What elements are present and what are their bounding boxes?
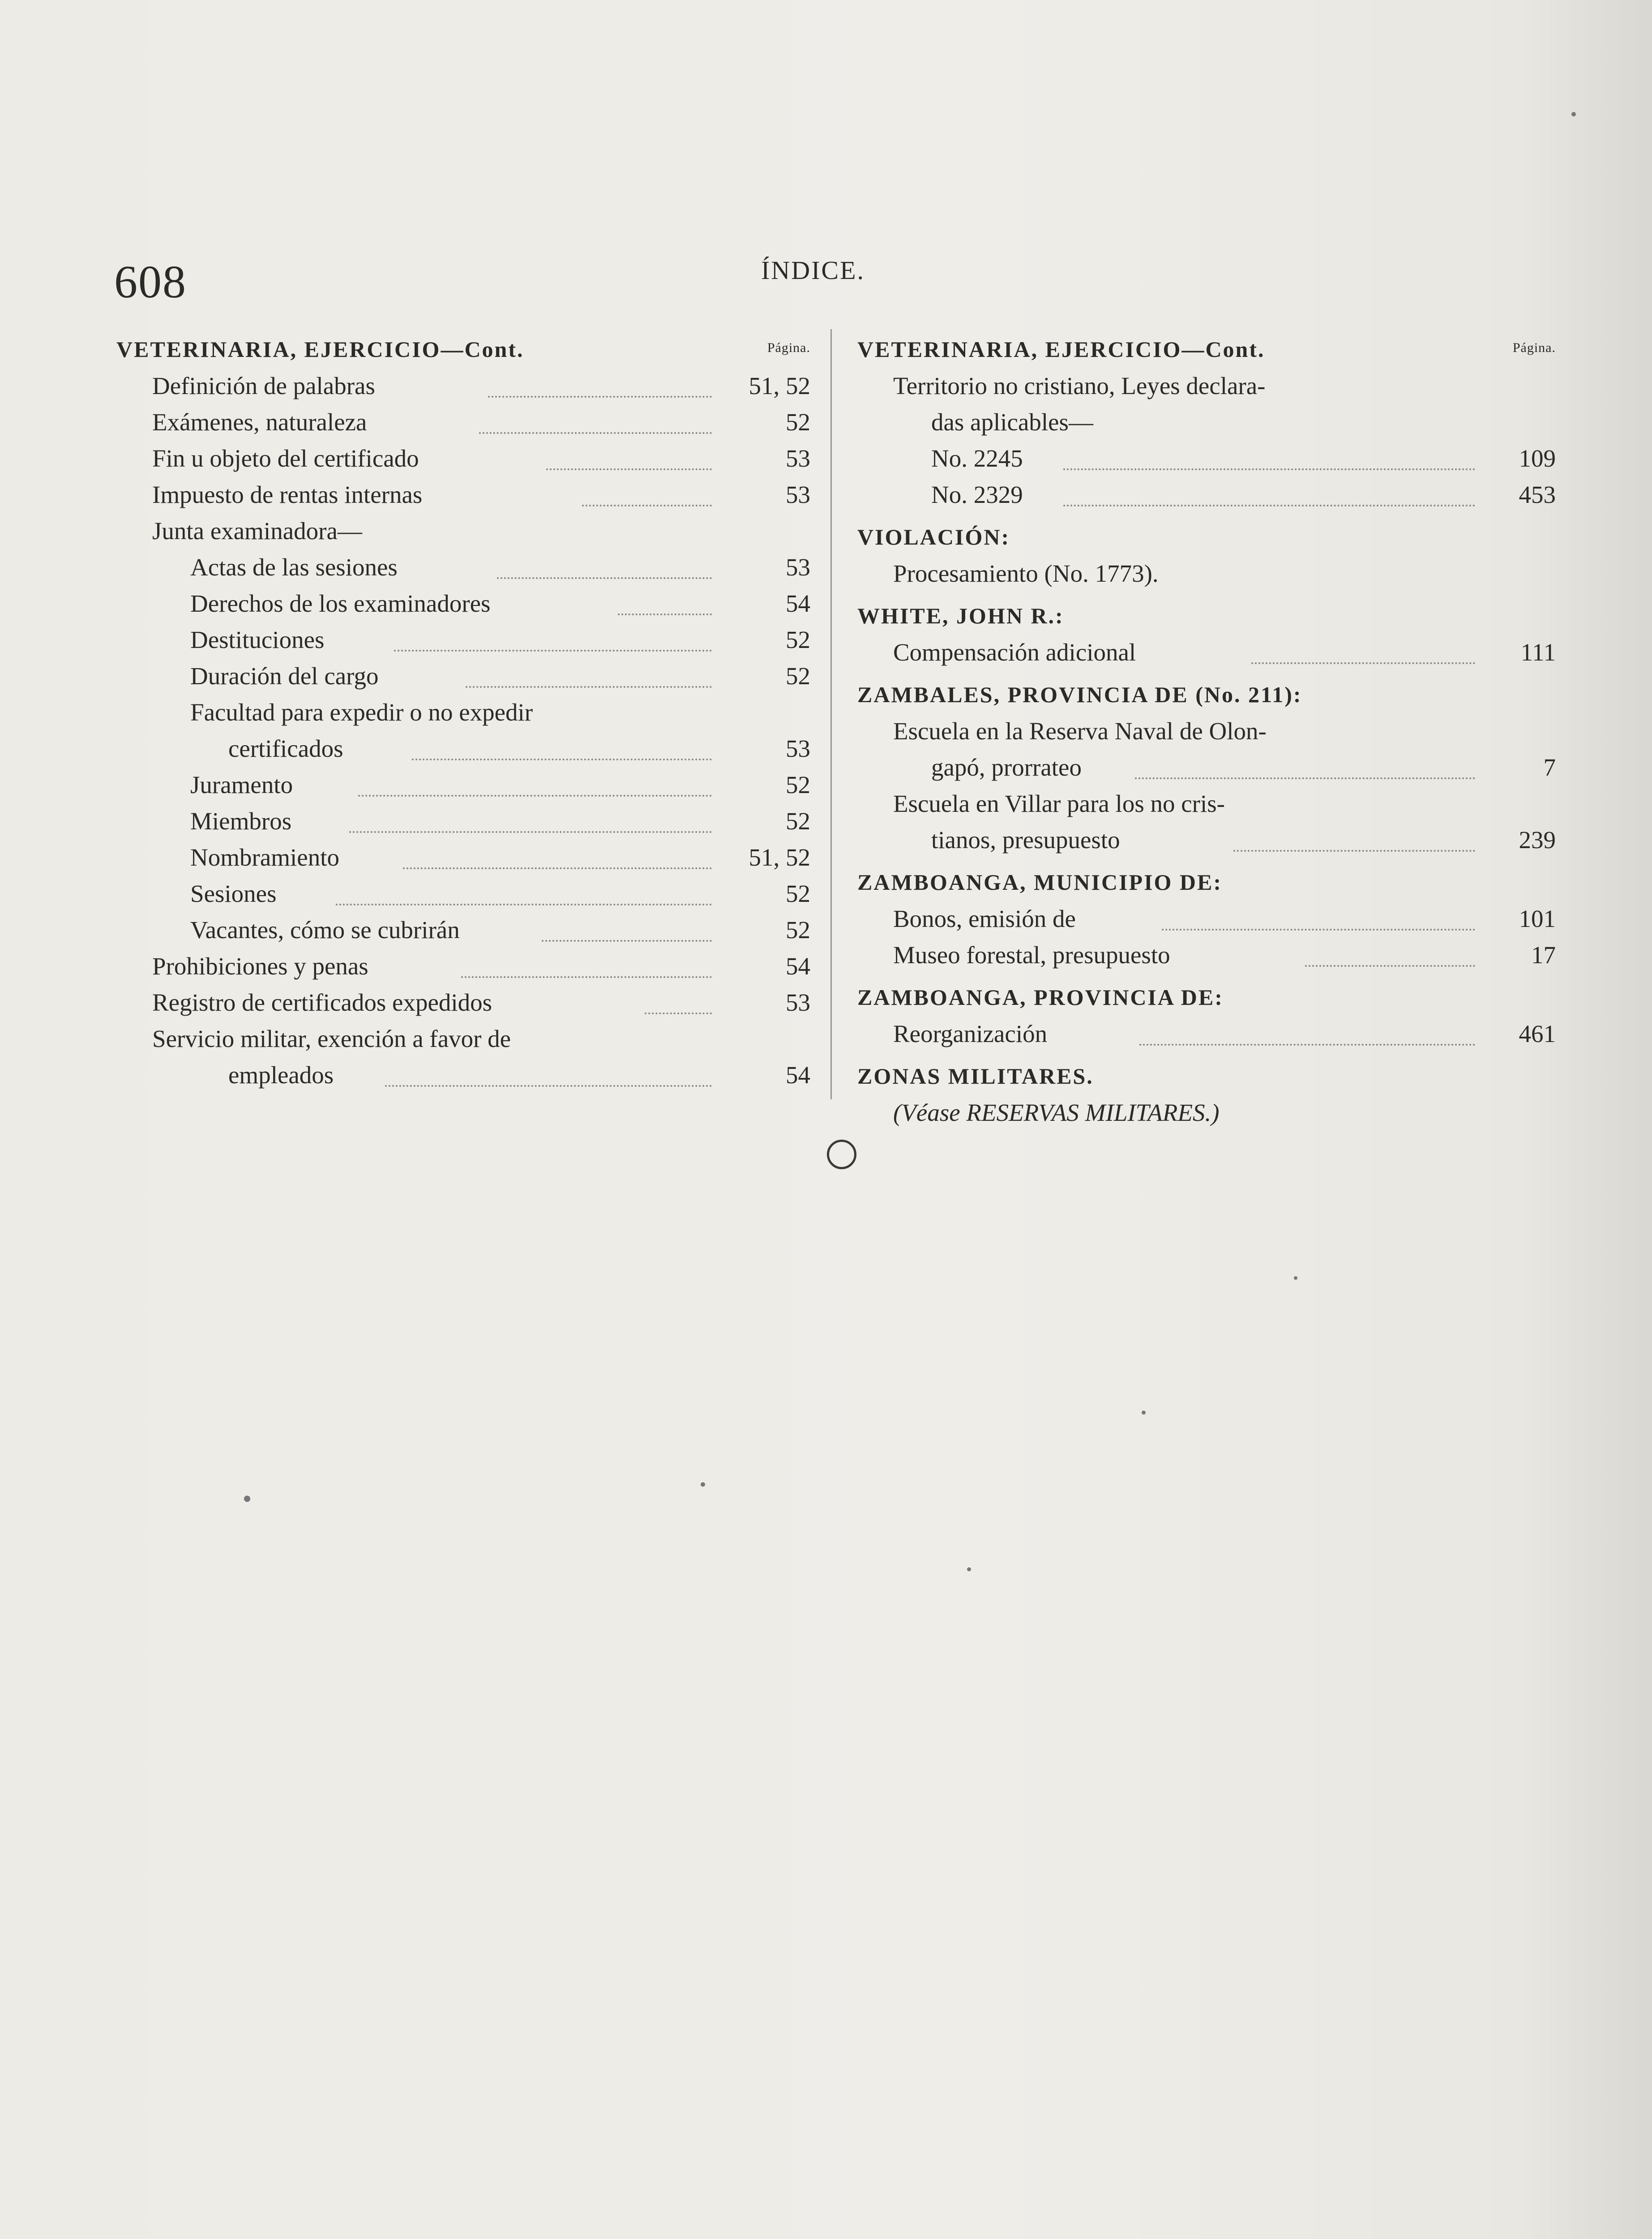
leader-dots: [1063, 432, 1475, 470]
leader-dots: [542, 904, 712, 942]
entry-text: Prohibiciones y penas: [152, 952, 368, 980]
entry-text: Museo forestal, presupuesto: [893, 941, 1170, 969]
leader-dots: [461, 940, 712, 978]
entry-text: Bonos, emisión de: [893, 905, 1076, 932]
entry-page: 461: [1519, 1020, 1556, 1047]
paper-speck: [1571, 112, 1576, 116]
leader-dots: [1305, 929, 1475, 967]
index-entry: [857, 1016, 1556, 1052]
entry-page: 53: [786, 989, 810, 1016]
entry-page: 54: [786, 590, 810, 617]
entry-page: 51, 52: [749, 372, 810, 399]
paper-speck: [1142, 1411, 1146, 1415]
section-heading: [857, 519, 1556, 555]
leader-dots: [466, 650, 712, 688]
entry-page: 53: [786, 735, 810, 762]
leader-dots: [645, 976, 712, 1014]
leader-dots: [1139, 1008, 1475, 1046]
entry-text: (Véase RESERVAS MILITARES.): [893, 1099, 1220, 1126]
entry-text: das aplicables—: [931, 408, 1093, 436]
index-entry: [857, 634, 1556, 670]
index-entry: [857, 368, 1556, 404]
index-entry: [857, 937, 1556, 973]
pagina-label: Página.: [767, 340, 810, 355]
entry-page: 239: [1519, 826, 1556, 854]
entry-text: certificados: [228, 735, 343, 762]
heading-text: WHITE, JOHN R.:: [857, 603, 1064, 628]
index-entry: [116, 658, 810, 694]
leader-dots: [403, 831, 712, 869]
leader-dots: [488, 360, 712, 398]
entry-page: 54: [786, 1061, 810, 1089]
entry-page: 52: [786, 408, 810, 436]
entry-text: Junta examinadora—: [152, 517, 362, 545]
entry-text: Escuela en Villar para los no cris-: [893, 790, 1225, 817]
entry-text: Derechos de los examinadores: [190, 590, 491, 617]
entry-text: Duración del cargo: [190, 662, 379, 690]
index-column-left: [116, 331, 810, 1093]
index-entry: [857, 749, 1556, 785]
index-entry: [857, 822, 1556, 858]
heading-text: ZAMBOANGA, MUNICIPIO DE:: [857, 870, 1223, 895]
entry-text: Registro de certificados expedidos: [152, 989, 492, 1016]
entry-page: 52: [786, 662, 810, 690]
entry-text: tianos, presupuesto: [931, 826, 1120, 854]
entry-text: Compensación adicional: [893, 639, 1136, 666]
leader-dots: [618, 577, 712, 615]
entry-page: 7: [1543, 754, 1556, 781]
entry-page: 52: [786, 771, 810, 798]
entry-text: Actas de las sesiones: [190, 553, 398, 581]
heading-text: ZAMBALES, PROVINCIA DE (No. 211):: [857, 682, 1302, 707]
entry-text: gapó, prorrateo: [931, 754, 1082, 781]
index-column-right: [857, 331, 1556, 1131]
index-entry: [857, 1094, 1556, 1131]
entry-page: 101: [1519, 905, 1556, 932]
leader-dots: [349, 795, 712, 833]
pagina-label: Página.: [1512, 340, 1556, 355]
running-head: ÍNDICE.: [761, 256, 865, 285]
leader-dots: [582, 468, 712, 506]
entry-text: Definición de palabras: [152, 372, 375, 399]
section-heading: [857, 331, 1556, 368]
entry-page: 52: [786, 880, 810, 907]
page-number: 608: [114, 256, 187, 308]
leader-dots: [1251, 626, 1475, 664]
entry-text: No. 2245: [931, 445, 1023, 472]
entry-text: Impuesto de rentas internas: [152, 481, 423, 508]
entry-page: 53: [786, 481, 810, 508]
index-entry: [857, 476, 1556, 513]
entry-page: 111: [1520, 639, 1556, 666]
entry-text: Vacantes, cómo se cubrirán: [190, 916, 460, 944]
leader-dots: [1063, 468, 1475, 506]
paper-speck: [701, 1482, 705, 1487]
heading-text: VIOLACIÓN:: [857, 524, 1010, 549]
entry-text: Nombramiento: [190, 844, 339, 871]
entry-text: Sesiones: [190, 880, 277, 907]
leader-dots: [546, 432, 712, 470]
column-divider: [830, 329, 832, 1099]
entry-text: Miembros: [190, 807, 292, 835]
section-heading: [857, 1058, 1556, 1094]
entry-page: 53: [786, 553, 810, 581]
entry-page: 17: [1531, 941, 1556, 969]
leader-dots: [336, 867, 712, 905]
index-entry: [857, 555, 1556, 592]
entry-text: No. 2329: [931, 481, 1023, 508]
entry-page: 52: [786, 916, 810, 944]
index-entry: [116, 1057, 810, 1093]
heading-text: VETERINARIA, EJERCICIO—Cont.: [116, 337, 524, 362]
entry-text: Fin u objeto del certificado: [152, 445, 419, 472]
entry-text: Exámenes, naturaleza: [152, 408, 367, 436]
entry-text: Reorganización: [893, 1020, 1048, 1047]
entry-text: empleados: [228, 1061, 334, 1089]
index-entry: [116, 984, 810, 1021]
leader-dots: [385, 1049, 712, 1087]
entry-page: 53: [786, 445, 810, 472]
entry-page: 54: [786, 952, 810, 980]
end-circle-mark: [827, 1140, 856, 1169]
entry-page: 109: [1519, 445, 1556, 472]
leader-dots: [1162, 892, 1475, 931]
entry-text: Facultad para expedir o no expedir: [190, 699, 533, 726]
section-heading: [857, 677, 1556, 713]
entry-text: Territorio no cristiano, Leyes declara-: [893, 372, 1266, 399]
entry-page: 52: [786, 626, 810, 653]
index-entry: [116, 476, 810, 513]
entry-text: Escuela en la Reserva Naval de Olon-: [893, 717, 1267, 745]
paper-speck: [1294, 1276, 1297, 1280]
entry-page: 52: [786, 807, 810, 835]
leader-dots: [479, 396, 712, 434]
entry-page: 453: [1519, 481, 1556, 508]
entry-text: Procesamiento (No. 1773).: [893, 560, 1159, 587]
entry-text: Servicio militar, exención a favor de: [152, 1025, 511, 1052]
entry-text: Destituciones: [190, 626, 325, 653]
heading-text: ZAMBOANGA, PROVINCIA DE:: [857, 985, 1224, 1010]
leader-dots: [497, 541, 712, 579]
leader-dots: [358, 759, 712, 797]
entry-text: Juramento: [190, 771, 293, 798]
heading-text: ZONAS MILITARES.: [857, 1064, 1094, 1089]
leader-dots: [394, 613, 712, 652]
heading-text: VETERINARIA, EJERCICIO—Cont.: [857, 337, 1265, 362]
entry-page: 51, 52: [749, 844, 810, 871]
leader-dots: [1135, 741, 1475, 779]
leader-dots: [412, 722, 712, 760]
leader-dots: [1233, 814, 1475, 852]
paper-speck: [967, 1567, 971, 1571]
paper-speck: [244, 1496, 250, 1502]
